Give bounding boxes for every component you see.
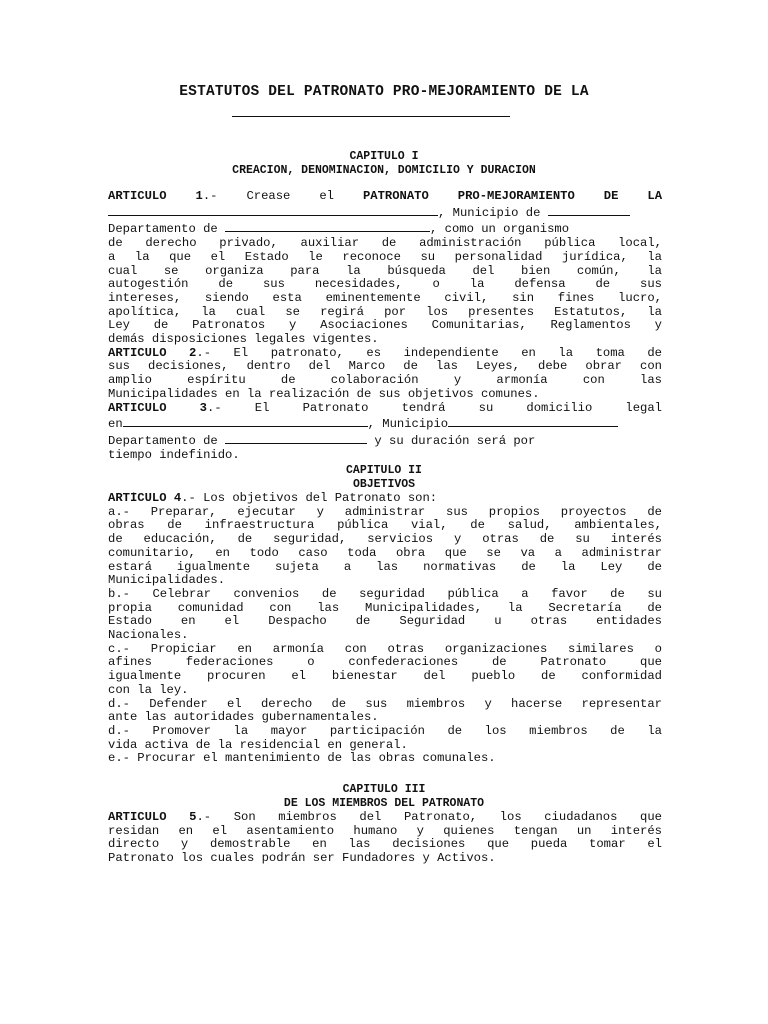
text-line: ante las autoridades gubernamentales. <box>108 711 379 725</box>
article-1-line-1: ARTICULO 1.- Crease el PATRONATO PRO-MEJORAMIENTO DE LA <box>108 189 663 203</box>
text-line: obras de infraestructura pública vial, de salud, ambientales, <box>108 518 662 533</box>
text-line: residan en el asentamiento humano y quienes tengan un interés <box>108 823 662 838</box>
blank-field <box>548 204 630 216</box>
text-line: cual se organiza para la búsqueda del bien común, la <box>108 263 662 278</box>
article-2-label: ARTICULO 2 <box>108 345 197 360</box>
text-line: Estado en el Despacho de Seguridad u otras entidades <box>108 614 662 629</box>
blank-field <box>225 432 367 444</box>
text-line: de educación, de seguridad, servicios y otras de su interés <box>108 532 662 547</box>
text-line: estará igualmente sujeta a las normativas de la Ley de <box>108 559 662 574</box>
article-2-line-1: ARTICULO 2.- El patronato, es independiente en la toma de <box>108 345 662 360</box>
objective-d-defend: d.- Defender el derecho de sus miembros y hacerse representar <box>108 696 662 711</box>
text-line: autogestión de sus necesidades, o la defensa de sus <box>108 277 662 292</box>
text-line: vida activa de la residencial en general. <box>108 738 408 752</box>
text-line: amplio espíritu de colaboración y armonía con las <box>108 373 662 388</box>
article-5-label: ARTICULO 5 <box>108 810 197 824</box>
article-3-line-1: ARTICULO 3.- El Patronato tendrá su domicilio legal <box>108 400 662 415</box>
article-3-label: ARTICULO 3 <box>108 400 207 415</box>
article-3-line-3: Departamento de y su duración será por <box>108 433 536 448</box>
article-1 <box>108 190 662 462</box>
article-1-label: ARTICULO 1 <box>108 189 203 203</box>
article-5-line-1: ARTICULO 5.- Son miembros del Patronato, los ciudadanos que <box>108 810 662 824</box>
text-line: intereses, siendo esta eminentemente civil, sin fines lucro, <box>108 290 662 305</box>
objective-a: a.- Preparar, ejecutar y administrar sus propios proyectos de <box>108 504 662 519</box>
chapter-2-subheading: OBJETIVOS <box>352 478 416 491</box>
text-line: sus decisiones, dentro del Marco de las Leyes, debe obrar con <box>108 359 662 374</box>
blank-field <box>123 415 368 427</box>
article-3-line-2: en , Municipio <box>108 415 662 432</box>
article-5 <box>108 811 662 866</box>
objective-c: c.- Propiciar en armonía con otras organizaciones similares o <box>108 641 662 656</box>
text-line: Municipalidades en la realización de sus objetivos comunes. <box>108 387 540 401</box>
article-4-line-1: ARTÍCULO 4.- Los objetivos del Patronato son: <box>108 492 438 505</box>
blank-field <box>225 220 430 232</box>
objective-e: e.- Procurar el mantenimiento de las obras comunales. <box>108 752 496 766</box>
chapter-2-heading: CAPITULO II <box>346 464 422 477</box>
article-1-line-3: Departamento de , como un organismo <box>108 222 570 237</box>
text-line: propia comunidad con las Municipalidades, la Secretaría de <box>108 600 662 615</box>
text-line: Nacionales. <box>108 629 189 643</box>
text-line: directo y demostrable en las decisiones que pueda tomar el <box>108 837 662 852</box>
objective-b: b.- Celebrar convenios de seguridad pública a favor de su <box>108 586 662 601</box>
text-line: comunitario, en todo caso toda obra que se va a administrar <box>108 545 662 560</box>
text-line: Municipalidades. <box>108 574 226 588</box>
chapter-3-subheading: DE LOS MIEMBROS DEL PATRONATO <box>283 797 485 810</box>
blank-field <box>448 415 618 427</box>
title-blank-line <box>232 116 510 117</box>
blank-field <box>108 204 438 216</box>
chapter-1-subheading: CREACION, DENOMINACION, DOMICILIO Y DURACION <box>232 164 536 177</box>
text-line: Patronato los cuales podrán ser Fundadores y Activos. <box>108 852 496 866</box>
text-line: con la ley. <box>108 683 189 697</box>
article-1-line-2: , Municipio de <box>108 204 662 221</box>
text-line: igualmente procuren el bienestar del pueblo de conformidad <box>108 669 662 684</box>
text-line: a la que el Estado le reconoce su personalidad jurídica, la <box>108 249 662 264</box>
text-line: de derecho privado, auxiliar de administración pública local, <box>108 236 662 251</box>
article-4-label: ARTÍCULO 4 <box>108 492 182 505</box>
text-line: afines federaciones o confederaciones de Patronato que <box>108 655 662 670</box>
document-title: ESTATUTOS DEL PATRONATO PRO-MEJORAMIENTO DE LA <box>179 84 589 100</box>
article-4 <box>108 492 662 766</box>
chapter-3-heading: CAPITULO III <box>342 783 426 796</box>
text-line: demás disposiciones legales vigentes. <box>108 333 379 347</box>
text-line: Ley de Patronatos y Asociaciones Comunitarias, Reglamentos y <box>108 318 662 333</box>
text-line: tiempo indefinido. <box>108 448 240 462</box>
chapter-1-heading: CAPITULO I <box>349 150 419 163</box>
text-line: apolítica, la cual se regirá por los presentes Estatutos, la <box>108 304 662 319</box>
objective-d-promote: d.- Promover la mayor participación de los miembros de la <box>108 723 662 738</box>
